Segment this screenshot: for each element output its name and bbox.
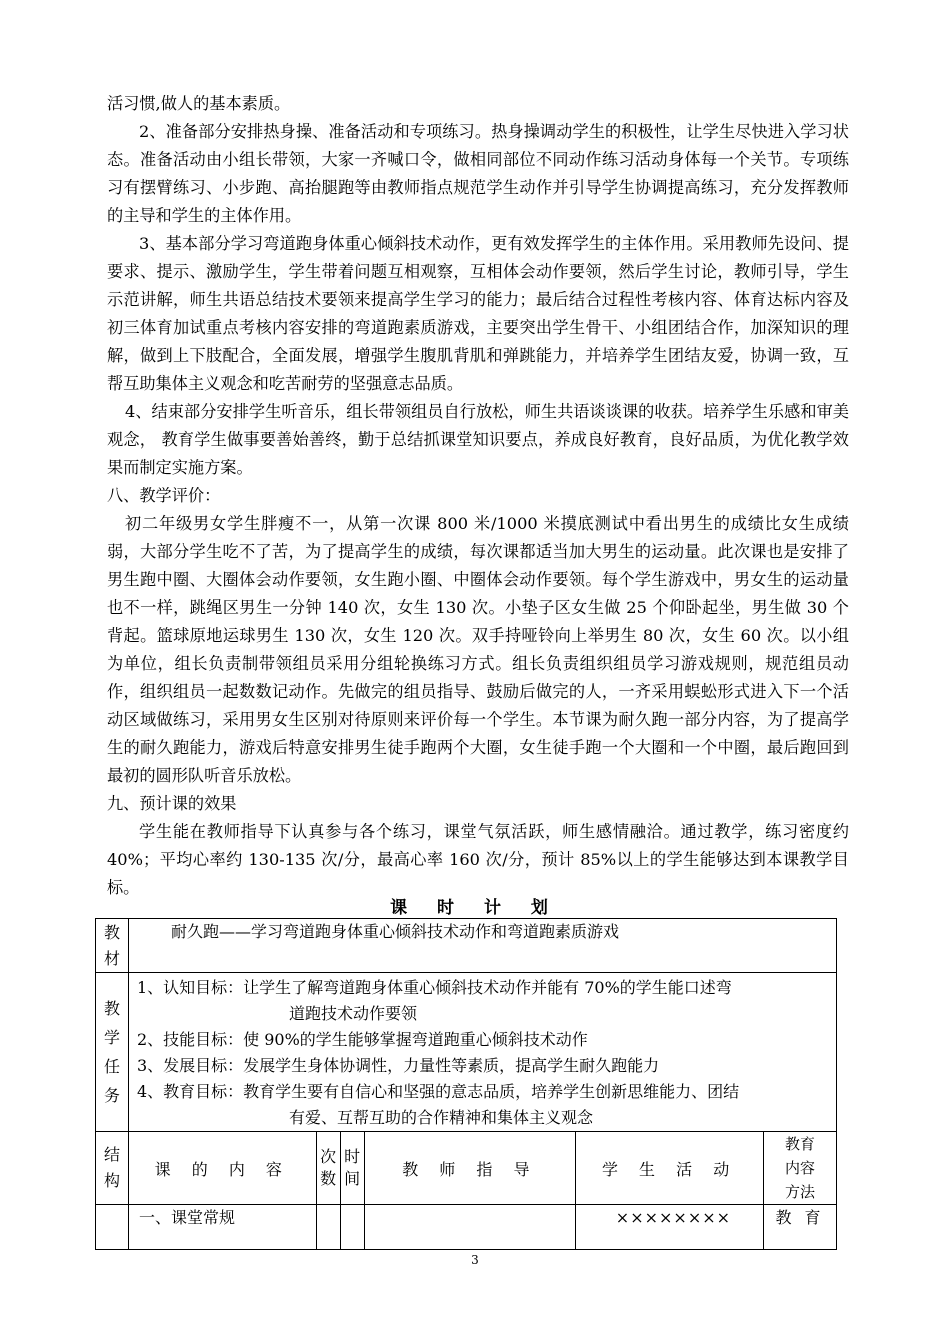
routine-count	[316, 1205, 340, 1250]
routine-content: 一、课堂常规	[128, 1205, 316, 1250]
header-time: 时间	[340, 1132, 364, 1205]
page-number: 3	[471, 1253, 479, 1267]
section-heading-evaluation: 八、教学评价：	[107, 486, 221, 505]
routine-method: 教 育	[764, 1205, 837, 1250]
header-count: 次数	[316, 1132, 340, 1205]
routine-student: ××××××××	[576, 1205, 764, 1250]
header-structure: 结构	[96, 1132, 129, 1205]
task-skill: 2、技能目标：使 90%的学生能够掌握弯道跑重心倾斜技术动作	[136, 1030, 588, 1049]
header-student: 学 生 活 动	[576, 1132, 764, 1205]
header-teacher: 教 师 指 导	[364, 1132, 576, 1205]
lesson-plan-table	[95, 918, 837, 1250]
routine-teacher	[364, 1205, 576, 1250]
material-cell	[128, 919, 836, 973]
header-row	[96, 1132, 837, 1205]
section-heading-expected-effect: 九、预计课的效果	[107, 794, 237, 813]
material-row	[96, 919, 837, 973]
header-content: 课 的 内 容	[128, 1132, 316, 1205]
paragraph-ending-part: 4、结束部分安排学生听音乐，组长带领组员自行放松，师生共语谈谈课的收获。培养学生乐感和审美观念， 教育学生做事要善始善终，勤于总结抓课堂知识要点，养成良好教育，良好品质，为优化教学效果而制定实施方案。	[107, 402, 849, 477]
tasks-cell	[128, 973, 836, 1132]
routine-time	[340, 1205, 364, 1250]
routine-row	[96, 1205, 837, 1250]
task-cognitive-continued: 道跑技术动作要领	[288, 1004, 417, 1023]
task-education-continued: 有爱、互帮互助的合作精神和集体主义观念	[288, 1108, 593, 1127]
paragraph-continuation: 活习惯,做人的基本素质。	[107, 94, 291, 113]
task-cognitive: 1、认知目标：让学生了解弯道跑身体重心倾斜技术动作并能有 70%的学生能口述弯	[136, 978, 732, 997]
paragraph-basic-part: 3、基本部分学习弯道跑身体重心倾斜技术动作，更有效发挥学生的主体作用。采用教师先设问、提要求、提示、激励学生，学生带着问题互相观察，互相体会动作要领，然后学生讨论，教师引导，学生示范讲解，师生共语总结技术要领来提高学生学习的能力；最后结合过程性考核内容、体育达标内容及初三体育加试重点考核内容安排的弯道跑素质游戏，主要突出学生骨干、小组团结合作，加深知识的理解，做到上下肢配合，全面发展，增强学生腹肌背肌和弹跳能力，并培养学生团结友爱，协调一致，互帮互助集体主义观念和吃苦耐劳的坚强意志品质。	[107, 234, 849, 393]
header-method: 教育内容方法	[764, 1132, 837, 1205]
paragraph-expected-effect: 学生能在教师指导下认真参与各个练习，课堂气氛活跃，师生感情融洽。通过教学，练习密度约 40%；平均心率约 130-135 次/分，最高心率 160 次/分，预计 85%以上的学生能够达到本课教学目标。	[107, 822, 849, 897]
tasks-row	[96, 973, 837, 1132]
paragraph-preparation: 2、准备部分安排热身操、准备活动和专项练习。热身操调动学生的积极性，让学生尽快进入学习状态。准备活动由小组长带领，大家一齐喊口令，做相同部位不同动作练习活动身体每一个关节。专项练习有摆臂练习、小步跑、高抬腿跑等由教师指点规范学生动作并引导学生协调提高练习，充分发挥教师的主导和学生的主体作用。	[107, 122, 849, 225]
material-text: 耐久跑——学习弯道跑身体重心倾斜技术动作和弯道跑素质游戏	[170, 922, 619, 941]
table-title: 课 时 计 划	[390, 898, 560, 918]
tasks-label: 教学任务	[96, 973, 129, 1132]
body-text	[107, 90, 849, 902]
paragraph-evaluation: 初二年级男女学生胖瘦不一，从第一次课 800 米/1000 米摸底测试中看出男生的成绩比女生成绩弱，大部分学生吃不了苦，为了提高学生的成绩，每次课都适当加大男生的运动量。此次课也是安排了男生跑中圈、大圈体会动作要领，女生跑小圈、中圈体会动作要领。每个学生游戏中，男女生的运动量也不一样，跳绳区男生一分钟 140 次，女生 130 次。小垫子区女生做 25 个仰卧起坐，男生做 30 个背起。篮球原地运球男生 130 次，女生 120 次。双手持哑铃向上举男生 80 次，女生 60 次。以小组为单位，组长负责制带领组员采用分组轮换练习方式。组长负责组织组员学习游戏规则，规范组员动作，组织组员一起数数记动作。先做完的组员指导、鼓励后做完的人，一齐采用蜈蚣形式进入下一个活动区域做练习，采用男女生区别对待原则来评价每一个学生。本节课为耐久跑一部分内容，为了提高学生的耐久跑能力，游戏后特意安排男生徒手跑两个大圈，女生徒手跑一个大圈和一个中圈，最后跑回到最初的圆形队听音乐放松。	[107, 514, 849, 785]
routine-structure	[96, 1205, 129, 1250]
task-development: 3、发展目标：发展学生身体协调性，力量性等素质，提高学生耐久跑能力	[136, 1056, 660, 1075]
task-education: 4、教育目标：教育学生要有自信心和坚强的意志品质，培养学生创新思维能力、团结	[136, 1082, 740, 1101]
material-label: 教材	[96, 919, 129, 973]
